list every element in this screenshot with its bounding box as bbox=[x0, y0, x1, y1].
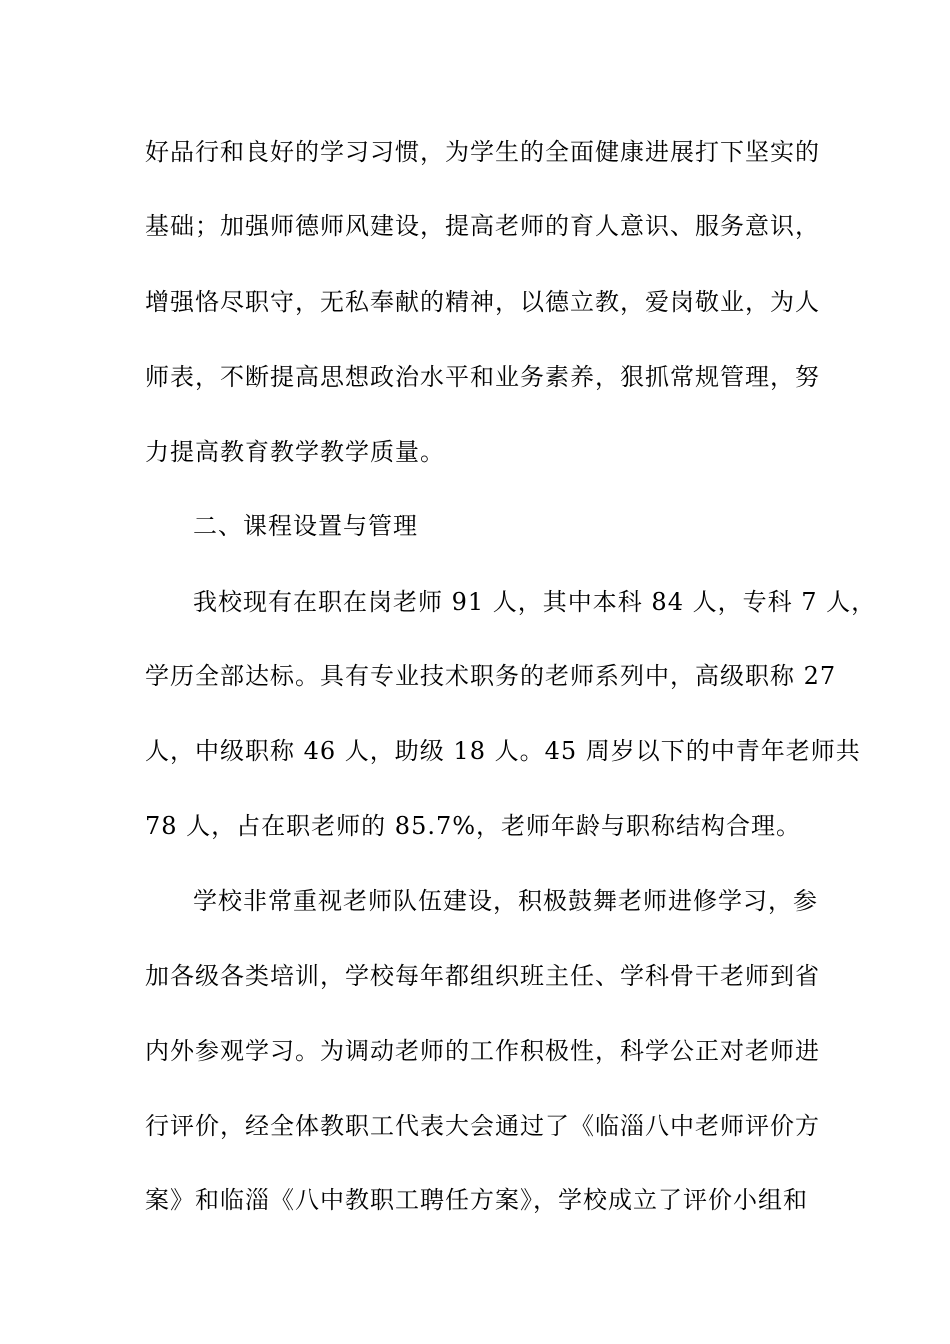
text-line-3: 增强恪尽职守，无私奉献的精神，以德立教，爱岗敬业，为人 bbox=[145, 288, 820, 316]
text-line-4: 师表，不断提高思想政治水平和业务素养，狠抓常规管理，努 bbox=[145, 363, 820, 391]
text-line-10: 78 人，占在职老师的 85.7%，老师年龄与职称结构合理。 bbox=[145, 812, 802, 840]
text-line-11: 学校非常重视老师队伍建设，积极鼓舞老师进修学习，参 bbox=[193, 887, 818, 915]
text-line-8: 学历全部达标。具有专业技术职务的老师系列中，高级职称 27 bbox=[145, 662, 837, 690]
section-heading: 二、课程设置与管理 bbox=[193, 512, 418, 540]
text-line-9: 人，中级职称 46 人，助级 18 人。45 周岁以下的中青年老师共 bbox=[145, 737, 861, 765]
text-line-13: 内外参观学习。为调动老师的工作积极性，科学公正对老师进 bbox=[145, 1037, 820, 1065]
text-line-14: 行评价，经全体教职工代表大会通过了《临淄八中老师评价方 bbox=[145, 1112, 820, 1140]
text-line-2: 基础；加强师德师风建设，提高老师的育人意识、服务意识， bbox=[145, 212, 820, 240]
text-line-12: 加各级各类培训，学校每年都组织班主任、学科骨干老师到省 bbox=[145, 962, 820, 990]
text-line-7: 我校现有在职在岗老师 91 人，其中本科 84 人，专科 7 人， bbox=[193, 588, 877, 616]
text-line-1: 好品行和良好的学习习惯，为学生的全面健康进展打下坚实的 bbox=[145, 138, 820, 166]
text-line-5: 力提高教育教学教学质量。 bbox=[145, 438, 445, 466]
text-line-15: 案》和临淄《八中教职工聘任方案》，学校成立了评价小组和 bbox=[145, 1186, 808, 1214]
